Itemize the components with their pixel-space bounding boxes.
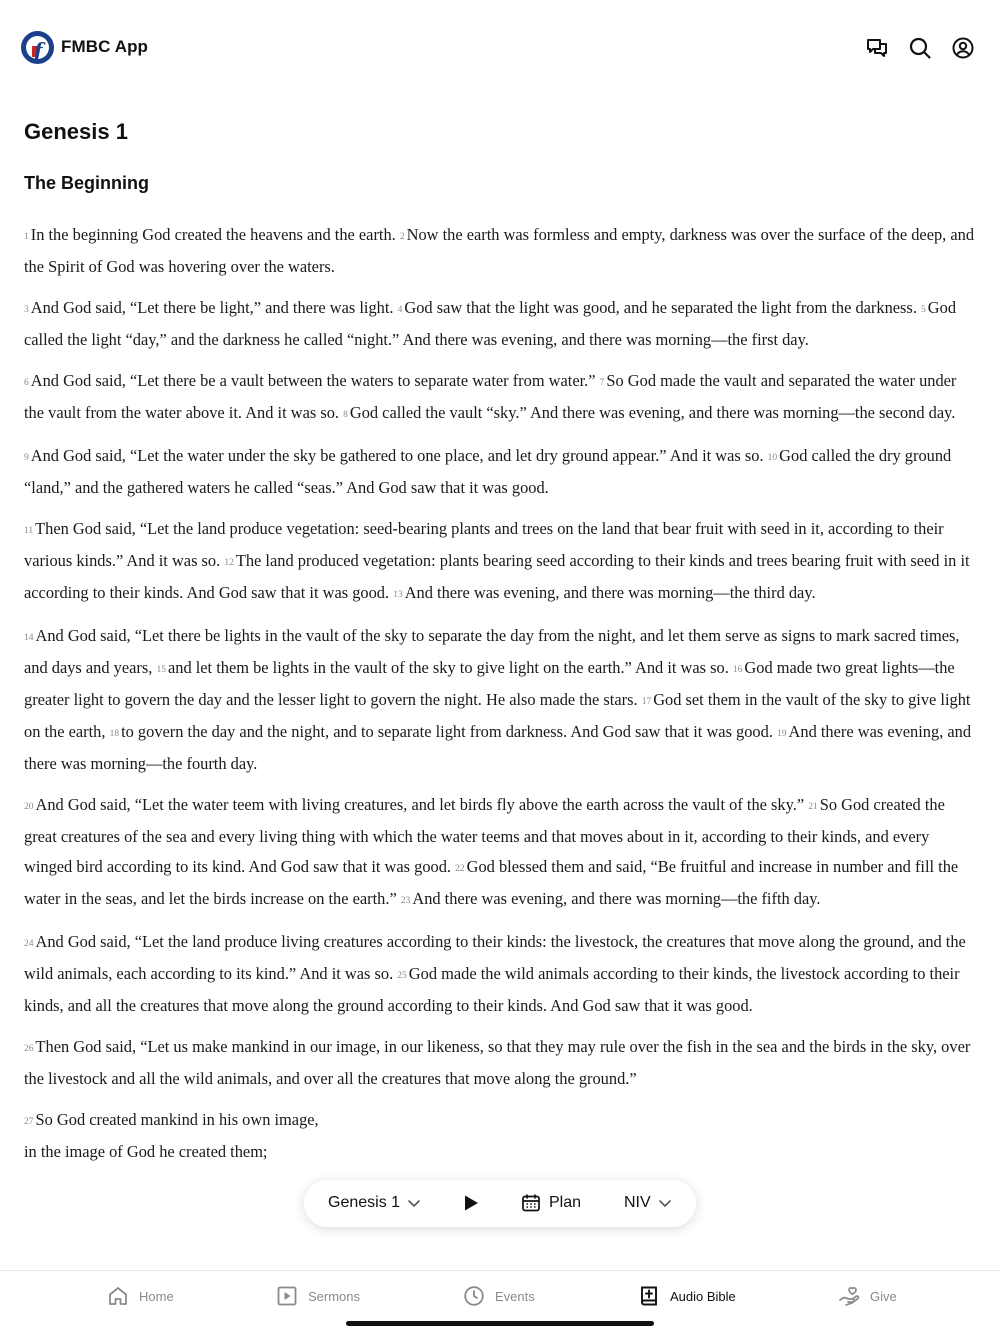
verse-text-span[interactable]: And God said, “Let there be light,” and there was light. <box>30 298 394 317</box>
verse-number[interactable]: 27 <box>24 1117 34 1127</box>
chevron-down-icon <box>407 1198 421 1208</box>
verse-text <box>24 220 979 1167</box>
verse-number[interactable]: 22 <box>455 864 465 874</box>
nav-home[interactable] <box>107 1285 174 1307</box>
verse-number[interactable]: 9 <box>24 453 29 463</box>
nav-audio-bible[interactable] <box>638 1285 736 1307</box>
nav-home-label: Home <box>139 1288 174 1304</box>
account-icon[interactable] <box>951 36 975 60</box>
verse-text-span[interactable]: Then God said, “Let us make mankind in our image, in our likeness, so that they may rule over the fish in the sea and the birds in the sky, over the livestock and all the wild animals, and over all the creatures that move along the ground.” <box>24 1037 971 1088</box>
clock-icon <box>463 1285 485 1307</box>
verse-number[interactable]: 20 <box>24 802 34 812</box>
play-icon <box>462 1194 480 1212</box>
verse-number[interactable]: 14 <box>24 633 34 643</box>
verse-number[interactable]: 18 <box>109 729 120 739</box>
app-name: FMBC App <box>61 37 149 56</box>
plan-label: Plan <box>549 1194 582 1211</box>
verse-text-span[interactable]: to govern the day and the night, and to separate light from darkness. And God saw that it was good. <box>121 722 773 741</box>
verse-number[interactable]: 21 <box>808 802 818 812</box>
verse-text-span[interactable]: And there was evening, and there was morning—the fifth day. <box>412 889 821 908</box>
verse-number[interactable]: 13 <box>393 590 403 600</box>
app-logo[interactable]: f <box>21 31 54 64</box>
play-button[interactable] <box>462 1194 480 1212</box>
audio-player-bar <box>304 1180 696 1227</box>
verse-text-span[interactable]: God blessed them and said, “Be fruitful and increase in number and fill the water in the seas, and let the birds increase on the earth.” <box>24 857 959 908</box>
bible-icon <box>638 1285 660 1307</box>
bible-content <box>24 112 979 1178</box>
verse-text-span[interactable]: And there was evening, and there was morning—the third day. <box>404 583 816 602</box>
verse-paragraph <box>24 790 979 916</box>
verse-paragraph <box>24 1032 979 1094</box>
verse-text-span[interactable]: God made the wild animals according to their kinds, the livestock according to their kinds, and all the creatures that move along the ground according to their kinds. And God saw that it was good. <box>24 964 960 1015</box>
verse-number[interactable]: 5 <box>921 305 926 315</box>
verse-paragraph <box>24 621 979 779</box>
nav-audio-bible-label: Audio Bible <box>670 1288 736 1304</box>
nav-sermons-label: Sermons <box>308 1288 361 1304</box>
verse-text-span[interactable]: God called the light “day,” and the darkness he called “night.” And there was evening, and there was morning—the first day. <box>24 298 957 349</box>
verse-text-span[interactable]: And there was evening, and there was morning—the fourth day. <box>24 722 972 773</box>
app-header <box>0 0 1000 96</box>
chapter-selector-label: Genesis 1 <box>328 1194 401 1211</box>
nav-give-label: Give <box>870 1288 897 1304</box>
poem-line-text: in the image of God he created them; <box>24 1142 268 1161</box>
verse-number[interactable]: 15 <box>156 665 166 675</box>
nav-events[interactable] <box>463 1285 535 1307</box>
verse-paragraph <box>24 293 979 355</box>
verse-text-span[interactable]: And God said, “Let the water teem with living creatures, and let birds fly above the earth across the vault of the sky.” <box>35 795 805 814</box>
verse-poem <box>24 1105 979 1167</box>
verse-text-span[interactable]: And God said, “Let the water under the sky be gathered to one place, and let dry ground appear.” And it was so. <box>30 446 764 465</box>
verse-text-span[interactable]: The land produced vegetation: plants bearing seed according to their kinds and trees bearing fruit with seed in it according to their kinds. And God saw that it was good. <box>24 551 970 602</box>
home-icon <box>107 1285 129 1307</box>
verse-number[interactable]: 24 <box>24 939 34 949</box>
verse-text-span[interactable]: So God created the great creatures of the sea and every living thing with which the water teems and that moves about in it, according to their kinds, and every winged bird according to its kind. And God saw that it was good. <box>24 795 945 876</box>
nav-events-label: Events <box>495 1288 535 1304</box>
poem-line[interactable] <box>24 1105 979 1137</box>
verse-number[interactable]: 12 <box>224 558 234 568</box>
version-label: NIV <box>624 1194 651 1211</box>
verse-text-span[interactable]: And God said, “Let there be a vault between the waters to separate water from water.” <box>30 371 596 390</box>
poem-line[interactable] <box>24 1137 979 1167</box>
give-icon <box>838 1285 860 1307</box>
verse-text-span[interactable]: God saw that the light was good, and he separated the light from the darkness. <box>404 298 917 317</box>
verse-text-span[interactable]: Now the earth was formless and empty, darkness was over the surface of the deep, and the Spirit of God was hovering over the waters. <box>24 225 975 276</box>
verse-number[interactable]: 8 <box>343 410 348 420</box>
nav-give[interactable] <box>838 1285 897 1307</box>
verse-text-span[interactable]: God made two great lights—the greater light to govern the day and the lesser light to govern the night. He also made the stars. <box>24 658 955 709</box>
verse-number[interactable]: 23 <box>400 896 411 906</box>
verse-paragraph <box>24 927 979 1021</box>
verse-number[interactable]: 19 <box>777 729 787 739</box>
verse-number[interactable]: 3 <box>24 305 29 315</box>
calendar-icon <box>521 1193 541 1213</box>
verse-paragraph <box>24 220 979 282</box>
nav-sermons[interactable] <box>276 1285 360 1307</box>
verse-text-span[interactable]: and let them be lights in the vault of the sky to give light on the earth.” And it was so. <box>167 658 729 677</box>
search-icon[interactable] <box>908 36 932 60</box>
verse-number[interactable]: 6 <box>24 378 29 388</box>
plan-button[interactable] <box>521 1193 581 1213</box>
verse-number[interactable]: 7 <box>599 378 605 388</box>
verse-number[interactable]: 17 <box>641 697 652 707</box>
verse-number[interactable]: 16 <box>732 665 743 675</box>
verse-text-span[interactable]: So God made the vault and separated the water under the vault from the water above it. And it was so. <box>24 371 957 422</box>
home-indicator <box>346 1321 654 1326</box>
verse-paragraph <box>24 441 979 503</box>
verse-text-span[interactable]: God called the vault “sky.” And there was evening, and there was morning—the second day. <box>349 403 956 422</box>
chevron-down-icon <box>658 1198 672 1208</box>
verse-number[interactable]: 25 <box>397 971 407 981</box>
poem-line-text: So God created mankind in his own image, <box>35 1110 319 1129</box>
verse-paragraph <box>24 514 979 610</box>
verse-number[interactable]: 2 <box>399 232 405 242</box>
play-square-icon <box>276 1285 298 1307</box>
verse-text-span[interactable]: In the beginning God created the heavens and the earth. <box>30 225 396 244</box>
section-title: The Beginning <box>24 173 149 193</box>
verse-text-span[interactable]: God called the dry ground “land,” and the gathered waters he called “seas.” And God saw that it was good. <box>24 446 952 497</box>
verse-number[interactable]: 26 <box>24 1044 34 1054</box>
version-selector[interactable] <box>624 1194 672 1212</box>
chapter-title: Genesis 1 <box>24 119 128 144</box>
verse-number[interactable]: 10 <box>767 453 778 463</box>
verse-text-span[interactable]: Then God said, “Let the land produce vegetation: seed-bearing plants and trees on the land that bear fruit with seed in it, according to their various kinds.” And it was so. <box>24 519 944 570</box>
verse-number[interactable]: 1 <box>24 232 29 242</box>
verse-number[interactable]: 11 <box>24 526 34 536</box>
verse-text-span[interactable]: And God said, “Let there be lights in the vault of the sky to separate the day from the night, and let them serve as signs to mark sacred times, and days and years, <box>24 626 960 677</box>
chat-icon[interactable] <box>865 36 889 60</box>
verse-paragraph <box>24 366 979 430</box>
chapter-selector[interactable] <box>328 1194 421 1212</box>
verse-text-span[interactable]: And God said, “Let the land produce living creatures according to their kinds: the livestock, the creatures that move along the ground, and the wild animals, each according to its kind.” And it was so. <box>24 932 966 983</box>
verse-text-span[interactable]: God set them in the vault of the sky to give light on the earth, <box>24 690 971 741</box>
verse-number[interactable]: 4 <box>397 305 403 315</box>
